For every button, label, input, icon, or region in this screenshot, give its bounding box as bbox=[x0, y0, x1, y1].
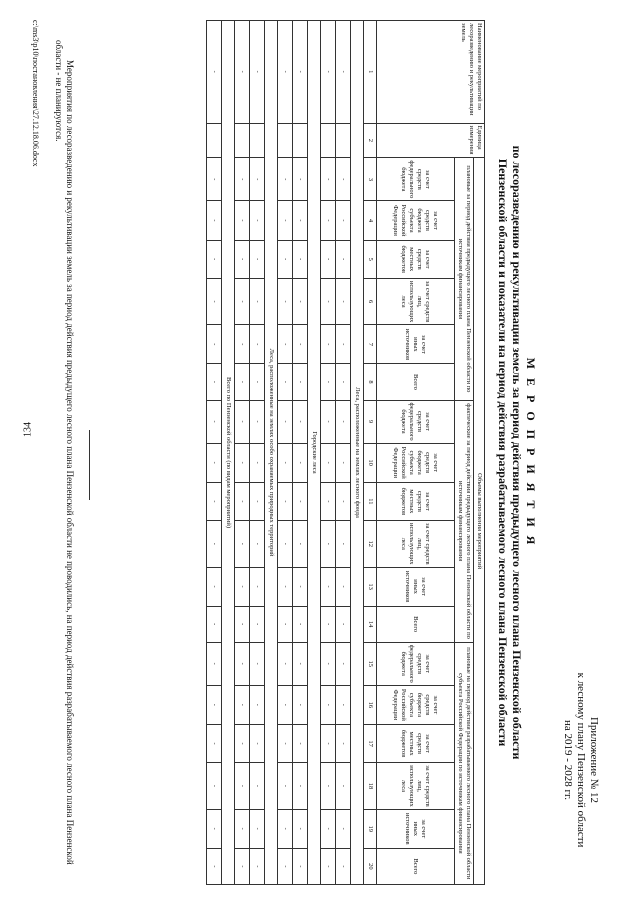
table-cell: - bbox=[336, 158, 351, 201]
table-cell: - bbox=[336, 278, 351, 324]
column-number: 6 bbox=[364, 278, 377, 324]
header-source: за счет иных источников bbox=[377, 325, 455, 364]
column-number: 8 bbox=[364, 364, 377, 400]
table-cell: - bbox=[321, 325, 336, 364]
table-cell: - bbox=[235, 201, 250, 240]
table-cell: - bbox=[235, 443, 250, 482]
table-cell: - bbox=[336, 848, 351, 884]
table-cell: - bbox=[250, 724, 265, 762]
header-source: за счет средств федерального бюджета bbox=[377, 642, 455, 685]
table-cell bbox=[278, 123, 293, 158]
header-source: за счет иных источников bbox=[377, 809, 455, 848]
table-cell: - bbox=[321, 21, 336, 124]
table-cell: - bbox=[278, 443, 293, 482]
table-cell: - bbox=[293, 21, 308, 124]
appendix-line-1: Приложение № 12 bbox=[588, 716, 600, 804]
table-row bbox=[321, 21, 336, 885]
header-source: за счет иных источников bbox=[377, 567, 455, 606]
table-cell: - bbox=[293, 685, 308, 724]
table-cell: - bbox=[336, 606, 351, 642]
header-name: Наименование мероприятий по лесоразведению и рекультивации земель bbox=[377, 21, 485, 124]
table-cell: - bbox=[250, 400, 265, 443]
column-number: 16 bbox=[364, 685, 377, 724]
column-number: 18 bbox=[364, 763, 377, 809]
table-row bbox=[250, 21, 265, 885]
table-cell: - bbox=[207, 201, 222, 240]
section-row bbox=[265, 21, 278, 885]
column-number: 19 bbox=[364, 809, 377, 848]
table-cell: - bbox=[250, 763, 265, 809]
column-number: 15 bbox=[364, 642, 377, 685]
column-number: 20 bbox=[364, 848, 377, 884]
rotated-sheet bbox=[20, 10, 620, 895]
table-cell: - bbox=[250, 606, 265, 642]
table-cell: - bbox=[278, 567, 293, 606]
table-cell: - bbox=[250, 567, 265, 606]
table-cell: - bbox=[278, 325, 293, 364]
table-cell: - bbox=[336, 482, 351, 520]
table-cell: - bbox=[250, 482, 265, 520]
column-number: 1 bbox=[364, 21, 377, 124]
table-cell: - bbox=[235, 482, 250, 520]
appendix-block bbox=[561, 635, 600, 885]
section-label: Городские леса bbox=[308, 21, 321, 885]
document-title bbox=[496, 40, 538, 865]
column-number: 11 bbox=[364, 482, 377, 520]
header-source: за счет средств бюджета субъекта Российской Федерации bbox=[377, 685, 455, 724]
header-source: за счет средств федерального бюджета bbox=[377, 400, 455, 443]
table-cell: - bbox=[321, 443, 336, 482]
table-cell: - bbox=[293, 809, 308, 848]
header-source: за счет средств местных бюджетов bbox=[377, 482, 455, 520]
table-cell: - bbox=[250, 848, 265, 884]
column-number: 10 bbox=[364, 443, 377, 482]
column-number: 9 bbox=[364, 400, 377, 443]
table-cell: - bbox=[293, 400, 308, 443]
header-source: за счет средств федерального бюджета bbox=[377, 158, 455, 201]
table-cell: - bbox=[321, 642, 336, 685]
table-cell: - bbox=[207, 325, 222, 364]
table-cell: - bbox=[336, 521, 351, 567]
table-cell: - bbox=[278, 763, 293, 809]
table-cell bbox=[293, 123, 308, 158]
table-cell: - bbox=[207, 240, 222, 278]
section-label: Леса, расположенные на землях особо охраняемых природных территорий bbox=[265, 21, 278, 885]
title-line-2: по лесоразведению и рекультивации земель за период действия предыдущего лесного плана Пензенской области bbox=[510, 145, 524, 760]
table-cell: - bbox=[293, 763, 308, 809]
table-cell: - bbox=[336, 201, 351, 240]
table-cell: - bbox=[278, 482, 293, 520]
table-cell: - bbox=[293, 482, 308, 520]
table-cell: - bbox=[278, 21, 293, 124]
title-main: М Е Р О П Р И Я Т И Я bbox=[524, 357, 538, 548]
table-cell: - bbox=[278, 606, 293, 642]
table-cell: - bbox=[293, 158, 308, 201]
header-source: Всего bbox=[377, 606, 455, 642]
table-cell: - bbox=[293, 278, 308, 324]
column-number: 5 bbox=[364, 240, 377, 278]
table-cell: - bbox=[321, 201, 336, 240]
table-cell: - bbox=[250, 521, 265, 567]
table-cell: - bbox=[250, 325, 265, 364]
column-number: 12 bbox=[364, 521, 377, 567]
table-cell: - bbox=[235, 521, 250, 567]
header-volume: Объемы выполнения мероприятий bbox=[474, 158, 485, 885]
table-cell: - bbox=[207, 724, 222, 762]
table-cell: - bbox=[250, 685, 265, 724]
table-cell: - bbox=[235, 606, 250, 642]
table-cell: - bbox=[250, 240, 265, 278]
header-source: за счет средств лиц, использующих леса bbox=[377, 763, 455, 809]
table-cell: - bbox=[207, 848, 222, 884]
table-cell: - bbox=[336, 685, 351, 724]
table-cell: - bbox=[293, 642, 308, 685]
table-cell: - bbox=[278, 521, 293, 567]
table-cell: - bbox=[235, 364, 250, 400]
table-cell: - bbox=[321, 278, 336, 324]
table-cell: - bbox=[235, 567, 250, 606]
table-cell: - bbox=[278, 278, 293, 324]
table-cell bbox=[336, 123, 351, 158]
table-cell: - bbox=[336, 567, 351, 606]
column-numbers-row bbox=[364, 21, 377, 885]
table-cell: - bbox=[321, 482, 336, 520]
header-group-actual: фактические за период действия предыдущего лесного плана Пензенской области по источникам финансирования bbox=[455, 400, 474, 642]
table-cell: - bbox=[235, 763, 250, 809]
table-cell: - bbox=[207, 809, 222, 848]
table-cell: - bbox=[207, 763, 222, 809]
table-cell: - bbox=[321, 685, 336, 724]
table-cell: - bbox=[278, 685, 293, 724]
table-cell: - bbox=[321, 763, 336, 809]
table-cell: - bbox=[235, 809, 250, 848]
table-cell: - bbox=[235, 400, 250, 443]
table-cell: - bbox=[278, 201, 293, 240]
header-group-planned: плановые за период действия предыдущего лесного плана Пензенской области по источникам финансирования bbox=[455, 158, 474, 400]
table-cell: - bbox=[235, 685, 250, 724]
table-cell: - bbox=[321, 848, 336, 884]
table-cell: - bbox=[207, 21, 222, 124]
table-cell: - bbox=[336, 364, 351, 400]
table-cell: - bbox=[278, 848, 293, 884]
table-cell: - bbox=[336, 400, 351, 443]
table-cell: - bbox=[336, 724, 351, 762]
table-cell: - bbox=[207, 443, 222, 482]
table-cell: - bbox=[250, 158, 265, 201]
table-cell bbox=[207, 123, 222, 158]
section-row bbox=[351, 21, 364, 885]
table-cell bbox=[235, 123, 250, 158]
table-cell: - bbox=[336, 809, 351, 848]
table-cell: - bbox=[293, 724, 308, 762]
table-cell: - bbox=[336, 325, 351, 364]
table-cell bbox=[250, 123, 265, 158]
table-cell: - bbox=[278, 724, 293, 762]
table-cell: - bbox=[207, 685, 222, 724]
table-cell: - bbox=[336, 763, 351, 809]
title-line-3: Пензенской области и показатели на период действия разрабатываемого лесного плана Пензенской области bbox=[496, 158, 510, 747]
table-cell: - bbox=[278, 158, 293, 201]
section-label: Леса, расположенные на землях лесного фонда bbox=[351, 21, 364, 885]
table-cell: - bbox=[207, 482, 222, 520]
table-row bbox=[235, 21, 250, 885]
table-cell bbox=[321, 123, 336, 158]
header-source: за счет средств бюджета субъекта Российской Федерации bbox=[377, 201, 455, 240]
table-cell: - bbox=[278, 809, 293, 848]
table-cell: - bbox=[321, 567, 336, 606]
section-label: Всего по Пензенской области (по видам мероприятий) bbox=[222, 21, 235, 885]
table-cell: - bbox=[235, 724, 250, 762]
table-cell: - bbox=[278, 400, 293, 443]
table-cell: - bbox=[250, 443, 265, 482]
table-cell: - bbox=[293, 848, 308, 884]
header-source: за счет средств местных бюджетов bbox=[377, 724, 455, 762]
table-cell: - bbox=[278, 642, 293, 685]
table-cell: - bbox=[293, 240, 308, 278]
table-cell: - bbox=[207, 158, 222, 201]
section-row bbox=[308, 21, 321, 885]
table-cell: - bbox=[293, 364, 308, 400]
table-cell: - bbox=[278, 364, 293, 400]
table-cell: - bbox=[235, 240, 250, 278]
table-cell: - bbox=[250, 21, 265, 124]
table-row bbox=[336, 21, 351, 885]
table-cell: - bbox=[235, 21, 250, 124]
table-cell: - bbox=[278, 240, 293, 278]
column-number: 17 bbox=[364, 724, 377, 762]
table-cell: - bbox=[207, 642, 222, 685]
footer-divider bbox=[89, 430, 90, 500]
table-cell: - bbox=[207, 606, 222, 642]
table-cell: - bbox=[336, 642, 351, 685]
table-cell: - bbox=[207, 400, 222, 443]
column-number: 14 bbox=[364, 606, 377, 642]
header-source: Всего bbox=[377, 364, 455, 400]
header-source: за счет средств лиц, использующих леса bbox=[377, 278, 455, 324]
header-source: Всего bbox=[377, 848, 455, 884]
table-cell: - bbox=[293, 443, 308, 482]
table-cell: - bbox=[293, 325, 308, 364]
footnote: Мероприятия по лесоразведению и рекультивации земель за период действия предыдущего лесного плана Пензенской области не проводились, на период действия разрабатываемого лесного плана Пензенской области - не планируются. bbox=[54, 40, 75, 865]
column-number: 4 bbox=[364, 201, 377, 240]
header-group-new: плановые на период действия разрабатываемого лесного плана Пензенской области субъекта Российской Федерации по источникам финансирования bbox=[455, 642, 474, 884]
table-cell: - bbox=[207, 567, 222, 606]
measures-table bbox=[206, 20, 485, 885]
table-row bbox=[278, 21, 293, 885]
header-unit: Единица измерения bbox=[377, 123, 485, 158]
section-row bbox=[222, 21, 235, 885]
table-cell: - bbox=[336, 240, 351, 278]
table-cell: - bbox=[235, 848, 250, 884]
table-cell: - bbox=[250, 201, 265, 240]
appendix-line-3: на 2019 - 2028 гг. bbox=[562, 720, 574, 800]
table-cell: - bbox=[235, 642, 250, 685]
table-cell: - bbox=[321, 521, 336, 567]
table-cell: - bbox=[207, 364, 222, 400]
table-cell: - bbox=[207, 278, 222, 324]
appendix-line-2: к лесному плану Пензенской области bbox=[575, 672, 587, 848]
table-cell: - bbox=[250, 642, 265, 685]
table-cell: - bbox=[321, 724, 336, 762]
table-cell: - bbox=[321, 240, 336, 278]
header-source: за счет средств бюджета субъекта Российской Федерации bbox=[377, 443, 455, 482]
table-cell: - bbox=[235, 278, 250, 324]
table-row bbox=[293, 21, 308, 885]
table-row bbox=[207, 21, 222, 885]
header-source: за счет средств местных бюджетов bbox=[377, 240, 455, 278]
file-path: c:\ms3\p10\постановления\27.12.18.06.docx bbox=[31, 20, 40, 167]
table-cell: - bbox=[321, 400, 336, 443]
page-number: 134 bbox=[22, 422, 34, 437]
table-cell: - bbox=[293, 606, 308, 642]
table-cell: - bbox=[235, 158, 250, 201]
table-cell: - bbox=[293, 567, 308, 606]
header-source: за счет средств лиц, использующих леса bbox=[377, 521, 455, 567]
table-cell: - bbox=[207, 521, 222, 567]
table-cell: - bbox=[321, 158, 336, 201]
table-cell: - bbox=[235, 325, 250, 364]
table-cell: - bbox=[336, 443, 351, 482]
table-cell: - bbox=[293, 201, 308, 240]
table-cell: - bbox=[250, 364, 265, 400]
table-cell: - bbox=[250, 809, 265, 848]
table-cell: - bbox=[321, 364, 336, 400]
table-cell: - bbox=[321, 809, 336, 848]
column-number: 2 bbox=[364, 123, 377, 158]
table-body bbox=[207, 21, 364, 885]
table-cell: - bbox=[321, 606, 336, 642]
column-number: 3 bbox=[364, 158, 377, 201]
column-number: 13 bbox=[364, 567, 377, 606]
table-cell: - bbox=[250, 278, 265, 324]
column-number: 7 bbox=[364, 325, 377, 364]
table-cell: - bbox=[293, 521, 308, 567]
table-cell: - bbox=[336, 21, 351, 124]
